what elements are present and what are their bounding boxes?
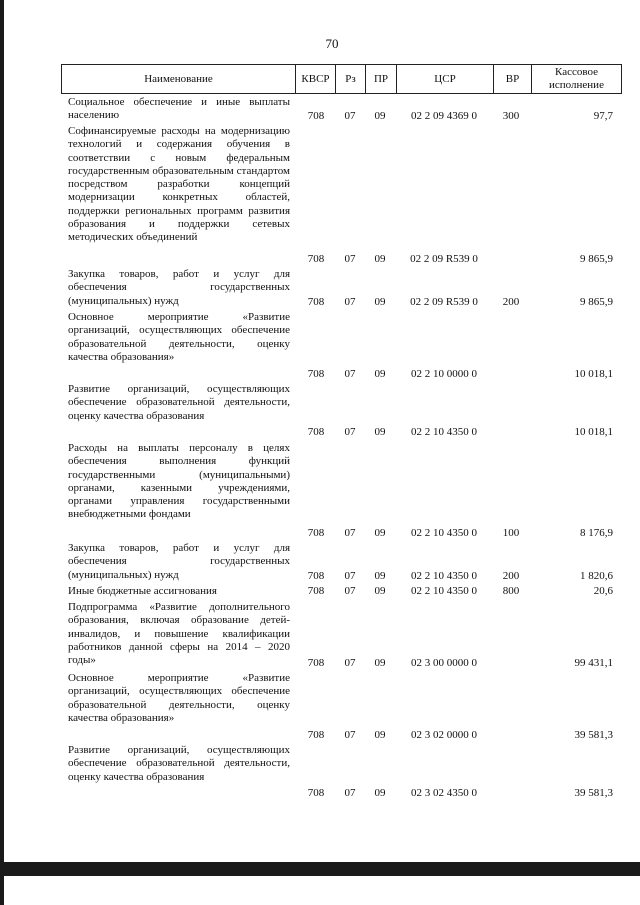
row-rz: 07: [344, 426, 356, 438]
row-pr: 09: [374, 296, 386, 308]
header-csr: ЦСР: [396, 65, 493, 93]
row-kvsr: 708: [307, 729, 325, 741]
row-pr: 09: [374, 110, 386, 122]
row-kvsr: 708: [307, 253, 325, 265]
row-sum: 39 581,3: [574, 729, 613, 741]
row-name: Развитие организаций, осуществляющих обеспечение образовательной деятельности, оценку качества образования: [68, 383, 290, 422]
row-kvsr: 708: [307, 527, 325, 539]
row-pr: 09: [374, 729, 386, 741]
row-pr: 09: [374, 426, 386, 438]
row-vr: 200: [502, 570, 520, 582]
row-vr: 800: [502, 585, 520, 597]
row-rz: 07: [344, 368, 356, 380]
row-csr: 02 2 09 R539 0: [410, 253, 478, 265]
row-rz: 07: [344, 570, 356, 582]
row-kvsr: 708: [307, 368, 325, 380]
row-kvsr: 708: [307, 787, 325, 799]
row-pr: 09: [374, 585, 386, 597]
header-rz: Рз: [335, 65, 365, 93]
row-name: Софинансируемые расходы на модернизацию технологий и содержания обучения в соответствии с новым федеральным государственным образовательным стандартом посредством разработки концепций модернизации конкретных областей, поддержки региональных программ развития образования и поддержки сетевых методических объединений: [68, 125, 290, 244]
row-csr: 02 2 10 0000 0: [411, 368, 477, 380]
row-csr: 02 3 02 4350 0: [411, 787, 477, 799]
row-name: Развитие организаций, осуществляющих обеспечение образовательной деятельности, оценку качества образования: [68, 744, 290, 783]
row-csr: 02 2 09 R539 0: [410, 296, 478, 308]
row-pr: 09: [374, 570, 386, 582]
row-vr: 300: [502, 110, 520, 122]
row-rz: 07: [344, 253, 356, 265]
row-name: Социальное обеспечение и иные выплаты населению: [68, 96, 290, 122]
row-name: Иные бюджетные ассигнования: [68, 585, 217, 597]
row-pr: 09: [374, 657, 386, 669]
row-kvsr: 708: [307, 657, 325, 669]
row-pr: 09: [374, 368, 386, 380]
row-rz: 07: [344, 110, 356, 122]
row-name: Основное мероприятие «Развитие организаций, осуществляющих обеспечение образовательной деятельности, оценку качества образования»: [68, 311, 290, 363]
page-number: 70: [325, 36, 339, 51]
row-sum: 99 431,1: [574, 657, 613, 669]
header-name: Наименование: [144, 72, 213, 85]
header-kvsr: КВСР: [295, 65, 335, 93]
row-rz: 07: [344, 585, 356, 597]
row-csr: 02 3 02 0000 0: [411, 729, 477, 741]
row-rz: 07: [344, 729, 356, 741]
row-rz: 07: [344, 657, 356, 669]
row-kvsr: 708: [307, 110, 325, 122]
table-header: [61, 64, 622, 94]
scan-edge-left: [0, 0, 4, 905]
row-kvsr: 708: [307, 585, 325, 597]
row-sum: 97,7: [593, 110, 613, 122]
row-name: Основное мероприятие «Развитие организаций, осуществляющих обеспечение образовательной деятельности, оценку качества образования»: [68, 672, 290, 724]
row-vr: 100: [502, 527, 520, 539]
row-sum: 9 865,9: [580, 253, 613, 265]
scan-edge-bottom: [0, 862, 640, 876]
row-csr: 02 2 10 4350 0: [411, 585, 477, 597]
row-sum: 39 581,3: [574, 787, 613, 799]
row-sum: 9 865,9: [580, 296, 613, 308]
row-csr: 02 2 10 4350 0: [411, 426, 477, 438]
row-rz: 07: [344, 787, 356, 799]
row-kvsr: 708: [307, 426, 325, 438]
row-csr: 02 2 10 4350 0: [411, 527, 477, 539]
row-csr: 02 3 00 0000 0: [411, 657, 477, 669]
row-vr: 200: [502, 296, 520, 308]
row-pr: 09: [374, 527, 386, 539]
row-sum: 10 018,1: [574, 426, 613, 438]
header-sum: Кассовое исполнение: [531, 65, 621, 93]
row-name: Расходы на выплаты персоналу в целях обеспечения выполнения функций государственными (муниципальными) органами, казенными учреждениями, органами управления государственными внебюджетными фондами: [68, 442, 290, 521]
row-pr: 09: [374, 253, 386, 265]
row-name: Закупка товаров, работ и услуг для обеспечения государственных (муниципальных) нужд: [68, 268, 290, 307]
row-sum: 20,6: [593, 585, 613, 597]
header-pr: ПР: [365, 65, 396, 93]
row-csr: 02 2 10 4350 0: [411, 570, 477, 582]
row-rz: 07: [344, 296, 356, 308]
row-name: Закупка товаров, работ и услуг для обеспечения государственных (муниципальных) нужд: [68, 542, 290, 581]
row-csr: 02 2 09 4369 0: [411, 110, 477, 122]
row-sum: 8 176,9: [580, 527, 613, 539]
row-pr: 09: [374, 787, 386, 799]
row-sum: 10 018,1: [574, 368, 613, 380]
row-rz: 07: [344, 527, 356, 539]
row-kvsr: 708: [307, 296, 325, 308]
row-sum: 1 820,6: [580, 570, 613, 582]
row-name: Подпрограмма «Развитие дополнительного образования, включая образование детей-инвалидов, и повышение квалификации работников данной сферы на 2014 – 2020 годы»: [68, 601, 290, 667]
header-vr: ВР: [493, 65, 531, 93]
row-kvsr: 708: [307, 570, 325, 582]
